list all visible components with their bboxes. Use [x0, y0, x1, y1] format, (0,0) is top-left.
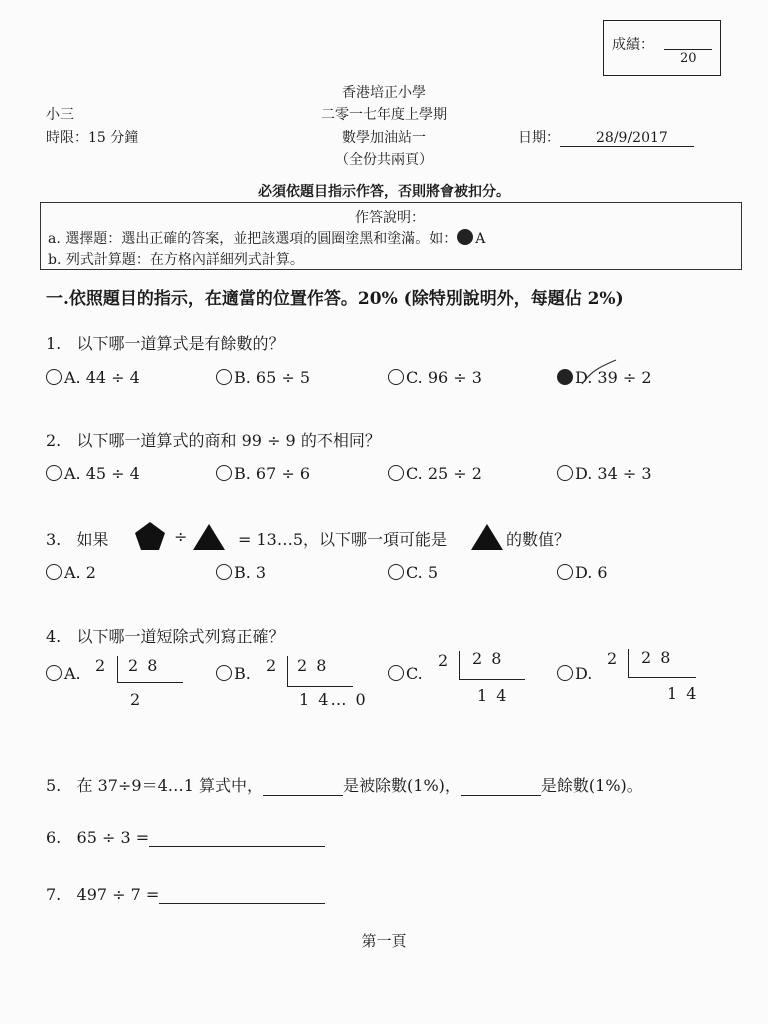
dividend: 2 8	[472, 649, 504, 668]
q3-option-a[interactable]: A. 2	[46, 563, 96, 582]
question-text: 以下哪一道算式是有餘數的？	[76, 334, 285, 353]
q1-option-b[interactable]: B. 65 ÷ 5	[216, 368, 310, 387]
question-1: 1. 以下哪一道算式是有餘數的？	[46, 334, 285, 353]
division-line	[459, 679, 525, 680]
pages-note: （全份共兩頁）	[335, 152, 433, 168]
answer-blank[interactable]	[159, 887, 325, 904]
score-total: 20	[680, 51, 697, 66]
question-text: 以下哪一道算式的商和 99 ÷ 9 的不相同？	[76, 431, 381, 450]
filled-radio-circle-icon[interactable]	[557, 369, 573, 385]
divisor: 2	[266, 656, 279, 675]
question-text: 以下哪一道短除式列寫正確？	[76, 627, 285, 646]
question-3-suffix: 的數值？	[506, 530, 571, 549]
grade: 小三	[46, 107, 74, 123]
dividend-answer-blank[interactable]	[263, 779, 343, 796]
date-label: 日期：	[518, 130, 560, 146]
score-blank[interactable]	[664, 49, 712, 50]
q1-option-d[interactable]: D. 39 ÷ 2	[557, 368, 652, 387]
score-label: 成績：	[612, 37, 654, 53]
division-line	[628, 677, 696, 678]
question-5: 5. 在 37÷9＝4…1 算式中， 是被除數(1%)， 是餘數(1%)。	[46, 776, 643, 795]
division-line	[117, 682, 183, 683]
radio-circle-icon[interactable]	[388, 465, 404, 481]
worksheet-title: 數學加油站一	[342, 130, 426, 146]
radio-circle-icon[interactable]	[46, 465, 62, 481]
instruction-a: a. 選擇題：選出正確的答案，並把該選項的圓圈塗黑和塗滿。如： A	[48, 231, 486, 247]
radio-circle-icon[interactable]	[216, 564, 232, 580]
division-bracket	[628, 649, 629, 677]
page-number: 第一頁	[361, 932, 407, 950]
dividend: 2 8	[641, 648, 673, 667]
divisor: 2	[607, 649, 620, 668]
q4-option-a[interactable]: A.	[46, 664, 81, 683]
division-line	[287, 686, 353, 687]
school-name: 香港培正小學	[342, 85, 426, 101]
radio-circle-icon[interactable]	[46, 564, 62, 580]
q1-option-c[interactable]: C. 96 ÷ 3	[388, 368, 482, 387]
q2-option-c[interactable]: C. 25 ÷ 2	[388, 464, 482, 483]
question-2: 2. 以下哪一道算式的商和 99 ÷ 9 的不相同？	[46, 431, 381, 450]
q2-option-b[interactable]: B. 67 ÷ 6	[216, 464, 310, 483]
question-3-equation: = 13…5，以下哪一項可能是	[238, 530, 448, 549]
dividend: 2 8	[128, 656, 160, 675]
question-3: 3. 如果	[46, 530, 109, 549]
division-bracket	[459, 651, 460, 679]
question-4: 4. 以下哪一道短除式列寫正確？	[46, 627, 285, 646]
division-bracket	[287, 656, 288, 686]
section-title: 一.依照題目的指示，在適當的位置作答。20% (除特別說明外，每題佔 2%)	[46, 289, 624, 309]
q1-option-a[interactable]: A. 44 ÷ 4	[46, 368, 140, 387]
question-7: 7. 497 ÷ 7 =	[46, 885, 325, 904]
date-field	[518, 127, 694, 147]
quotient: 1 4	[667, 684, 699, 703]
quotient: 1 4	[477, 686, 509, 705]
radio-circle-icon[interactable]	[216, 465, 232, 481]
q4-option-b[interactable]: B.	[216, 664, 251, 683]
dividend: 2 8	[297, 656, 329, 675]
quotient: 2	[130, 690, 143, 709]
radio-circle-icon[interactable]	[557, 665, 573, 681]
radio-circle-icon[interactable]	[388, 564, 404, 580]
q3-option-c[interactable]: C. 5	[388, 563, 438, 582]
radio-circle-icon[interactable]	[557, 564, 573, 580]
q2-option-a[interactable]: A. 45 ÷ 4	[46, 464, 140, 483]
date-value: 28/9/2017	[596, 130, 668, 146]
warning-text: 必須依題目指示作答，否則將會被扣分。	[258, 181, 510, 203]
correction-mark-icon	[580, 358, 620, 388]
term: 二零一七年度上學期	[321, 107, 447, 123]
pentagon-icon	[134, 521, 166, 551]
time-limit: 時限：15 分鐘	[46, 130, 139, 146]
radio-circle-icon[interactable]	[557, 465, 573, 481]
filled-circle-icon	[457, 229, 473, 245]
division-sign: ÷	[174, 527, 188, 546]
instruction-b: b. 列式計算題：在方格內詳細列式計算。	[48, 252, 304, 268]
instructions-title: 作答說明：	[355, 210, 425, 226]
triangle-icon	[470, 523, 504, 551]
triangle-icon	[192, 523, 226, 551]
radio-circle-icon[interactable]	[46, 369, 62, 385]
q4-option-c[interactable]: C.	[388, 664, 423, 683]
q4-option-d[interactable]: D.	[557, 664, 592, 683]
remainder-answer-blank[interactable]	[461, 779, 541, 796]
divisor: 2	[438, 651, 451, 670]
question-6: 6. 65 ÷ 3 =	[46, 828, 325, 847]
radio-circle-icon[interactable]	[388, 369, 404, 385]
radio-circle-icon[interactable]	[216, 665, 232, 681]
answer-blank[interactable]	[149, 830, 325, 847]
q2-option-d[interactable]: D. 34 ÷ 3	[557, 464, 652, 483]
radio-circle-icon[interactable]	[216, 369, 232, 385]
radio-circle-icon[interactable]	[388, 665, 404, 681]
division-bracket	[117, 656, 118, 682]
q3-option-d[interactable]: D. 6	[557, 563, 608, 582]
divisor: 2	[95, 656, 108, 675]
q3-option-b[interactable]: B. 3	[216, 563, 266, 582]
quotient: 1 4… 0	[299, 690, 368, 709]
radio-circle-icon[interactable]	[46, 665, 62, 681]
